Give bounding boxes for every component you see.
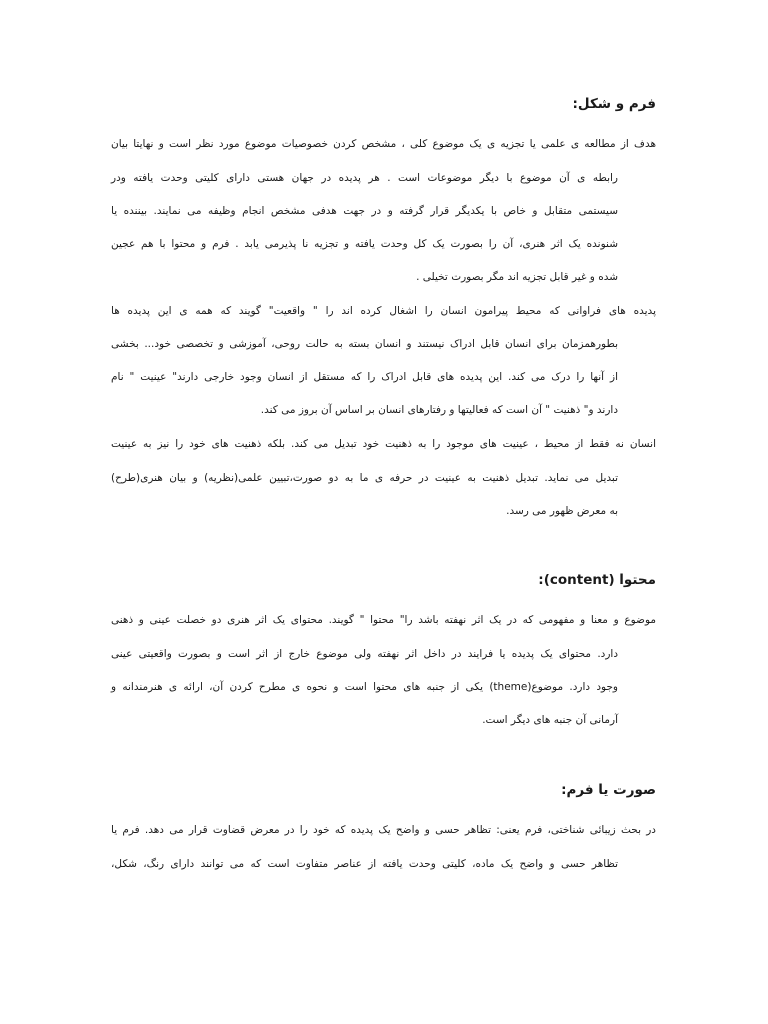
- paragraph-line: وجود دارد. موضوع(theme) یکی از جنبه های محتوا است و نحوه ی مطرح کردن آن، ارائه ی هنرمندانه و: [111, 681, 619, 693]
- paragraph-line: شنونده یک اثر هنری، آن را بصورت یک کل وحدت یافته و تجزیه نا پذیرمی یابد . فرم و محتوا با هم عجین: [111, 238, 618, 250]
- paragraph-line: دارد. محتوای یک پدیده یا فرایند در داخل اثر نهفته ولی موضوع خارج از اثر است و بصورت واقعیتی عینی: [111, 648, 618, 660]
- paragraph-line: سیستمی متقابل و خاص با یکدیگر قرار گرفته و در جهت هدفی مشخص انجام وظیفه می نمایند. بیننده یا: [111, 205, 618, 217]
- paragraph-line: بطورهمزمان برای انسان قابل ادراک نیستند و انسان بسته به حالت روحی، آموزشی و تخصصی خود... بخشی: [111, 338, 618, 350]
- paragraph-line: تبدیل می نماید. تبدیل ذهنیت به عینیت در حرفه ی ما به دو صورت،تبیین علمی(نظریه) و بیان هنری(طرح): [111, 472, 618, 484]
- paragraph-line: شده و غیر قابل تجزیه اند مگر بصورت تخیلی .: [416, 271, 618, 283]
- paragraph-line: در بحث زیبائی شناختی، فرم یعنی: تظاهر حسی و واضح یک پدیده که خود را در معرض قضاوت قرار می دهد. فرم یا: [111, 824, 656, 836]
- paragraph-line: رابطه ی آن موضوع با دیگر موضوعات است . هر پدیده در جهان هستی دارای کلیتی وحدت یافته ودر: [111, 172, 618, 184]
- paragraph-line: آرمانی آن جنبه های دیگر است.: [482, 714, 618, 726]
- paragraph-line: انسان نه فقط از محیط ، عینیت های موجود را به ذهنیت خود تبدیل می کند. بلکه ذهنیت های خود را نیز به عینیت: [111, 438, 656, 450]
- paragraph-line: تظاهر حسی و واضح یک ماده، کلیتی وحدت یافته از عناصر متفاوت است که می توانند دارای رنگ، شکل،: [111, 858, 618, 870]
- paragraph-line: به معرض ظهور می رسد.: [506, 505, 618, 517]
- paragraph-line: هدف از مطالعه ی علمی یا تجزیه ی یک موضوع کلی ، مشخص کردن خصوصیات موضوع مورد نظر است و نهایتا بیان: [111, 138, 656, 150]
- section-heading-content: محتوا (content):: [538, 572, 656, 588]
- paragraph-line: پدیده های فراوانی که محیط پیرامون انسان را اشغال کرده اند را " واقعیت" گویند که همه ی این پدیده ها: [111, 305, 656, 317]
- section-heading-form: صورت یا فرم:: [561, 782, 656, 798]
- section-heading-form-and-shape: فرم و شکل:: [572, 96, 656, 112]
- paragraph-line: از آنها را درک می کند. این پدیده های قابل ادراک را که مستقل از انسان وجود خارجی دارند" عینیت " نام: [111, 371, 618, 383]
- paragraph-line: موضوع و معنا و مفهومی که در یک اثر نهفته باشد را" محتوا " گویند. محتوای یک اثر هنری دو خصلت عینی و ذهنی: [111, 614, 656, 626]
- paragraph-line: دارند و" ذهنیت " آن است که فعالیتها و رفتارهای انسان بر اساس آن بروز می کند.: [260, 404, 618, 416]
